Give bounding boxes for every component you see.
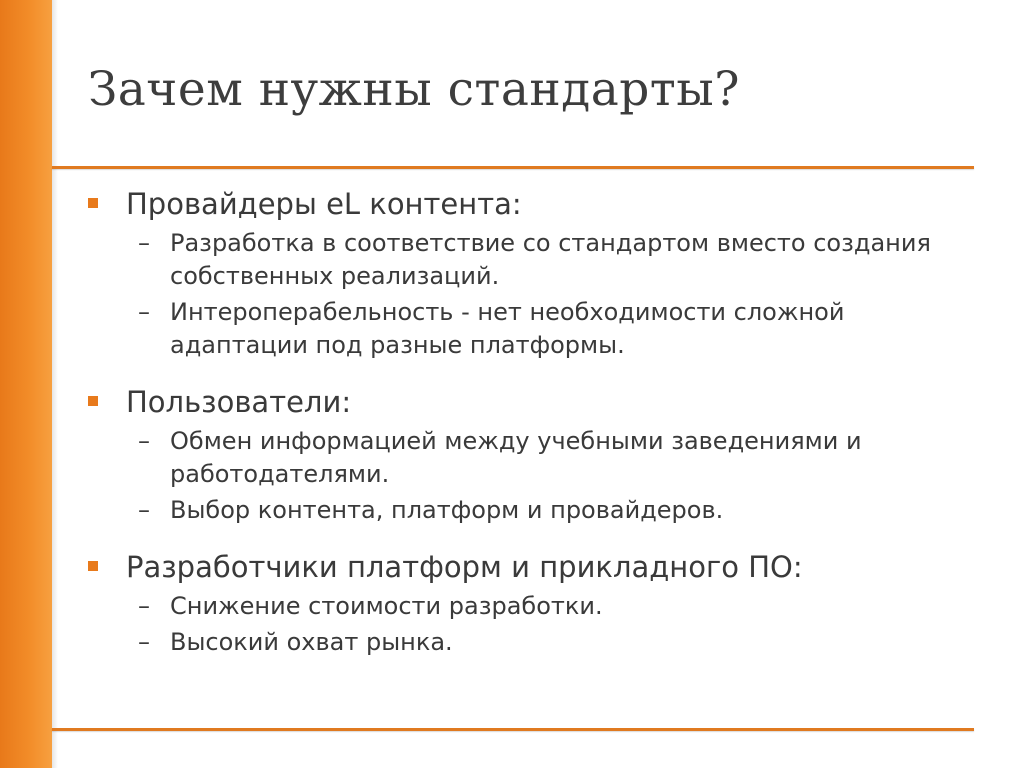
section-users	[88, 382, 968, 527]
footer-divider	[52, 728, 974, 731]
section-heading: Провайдеры eL контента:	[126, 187, 522, 221]
dash-bullet-icon: –	[138, 628, 150, 656]
dash-bullet-icon: –	[138, 592, 150, 620]
bullet-text: Снижение стоимости разработки.	[170, 592, 603, 620]
bullet-text: Обмен информацией между учебными заведениями и работодателями.	[170, 427, 862, 488]
dash-bullet-icon: –	[138, 427, 150, 455]
bullet-level2	[138, 626, 968, 659]
title-divider	[52, 166, 974, 169]
bullet-level1	[88, 184, 968, 224]
bullet-text: Выбор контента, платформ и провайдеров.	[170, 496, 724, 524]
slide-title: Зачем нужны стандарты?	[88, 62, 740, 117]
bullet-text: Интероперабельность - нет необходимости сложной адаптации под разные платформы.	[170, 298, 845, 359]
dash-bullet-icon: –	[138, 298, 150, 326]
bullet-level2	[138, 494, 968, 527]
bullet-text: Высокий охват рынка.	[170, 628, 453, 656]
bullet-list	[88, 184, 968, 679]
square-bullet-icon	[88, 561, 98, 571]
bullet-text: Разработка в соответствие со стандартом вместо создания собственных реализаций.	[170, 229, 931, 290]
section-content-providers	[88, 184, 968, 362]
bullet-level1	[88, 382, 968, 422]
dash-bullet-icon: –	[138, 496, 150, 524]
section-heading: Разработчики платформ и прикладного ПО:	[126, 550, 803, 584]
orange-side-bar	[0, 0, 52, 768]
side-bar-shadow	[52, 0, 58, 768]
section-heading: Пользователи:	[126, 385, 352, 419]
bullet-level2	[138, 425, 968, 491]
bullet-level1	[88, 547, 968, 587]
square-bullet-icon	[88, 396, 98, 406]
bullet-level2	[138, 296, 968, 362]
dash-bullet-icon: –	[138, 229, 150, 257]
square-bullet-icon	[88, 198, 98, 208]
bullet-level2	[138, 227, 968, 293]
section-developers	[88, 547, 968, 659]
bullet-level2	[138, 590, 968, 623]
